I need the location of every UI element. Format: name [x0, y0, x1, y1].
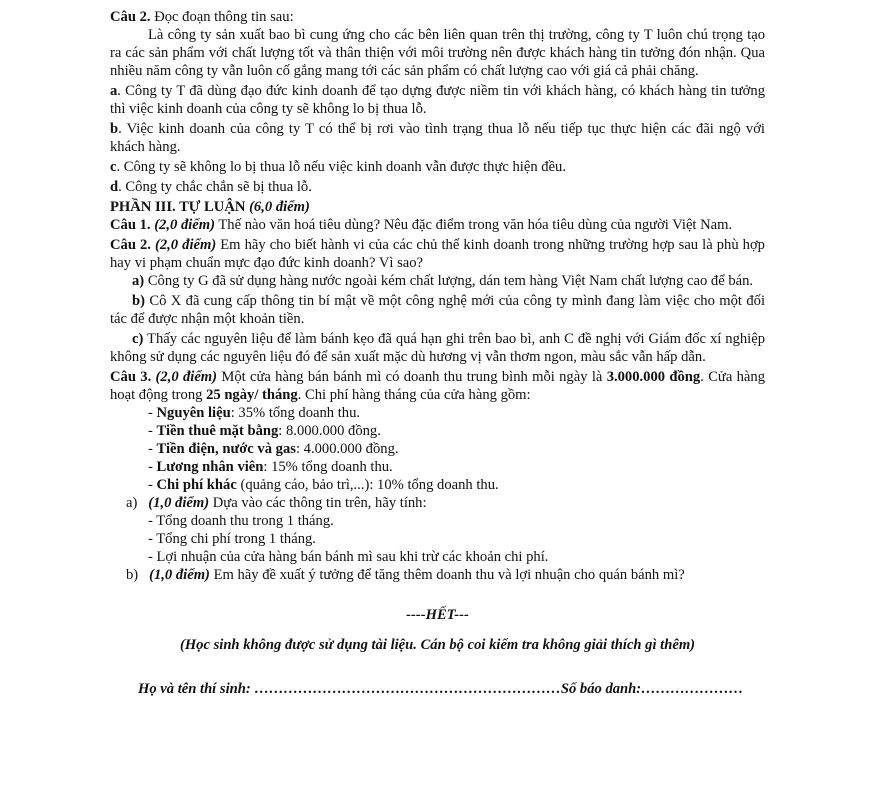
option-label: d [110, 179, 119, 195]
question-points: (2,0 điểm) [151, 369, 218, 385]
cost-item: - Nguyên liệu: 35% tổng doanh thu. [148, 405, 361, 421]
sub-question-a [126, 494, 765, 512]
name-field: ……………………………………………………… [250, 681, 561, 697]
case-label: b) [132, 293, 145, 309]
calc-list [148, 512, 765, 566]
cost-value: : 8.000.000 đồng. [278, 423, 381, 439]
revenue-value: 3.000.000 đồng [606, 369, 701, 385]
sub-text: Dựa vào các thông tin trên, hãy tính: [209, 495, 427, 511]
sub-text: Em hãy đề xuất ý tưởng để tăng thêm doanh thu và lợi nhuận cho quán bánh mì? [209, 567, 685, 583]
days-value: 25 ngày/ tháng [206, 387, 298, 403]
option-label: b [110, 121, 119, 137]
sub-points: (1,0 điểm) [148, 495, 210, 511]
sub-question-b [126, 566, 765, 584]
cost-item: - Tiền điện, nước và gas: 4.000.000 đồng. [148, 441, 399, 457]
case-text: Cô X đã cung cấp thông tin bí mật về một công nghệ mới của công ty mình đang làm việc cho một đối tác để được nhận một khoản tiền. [110, 293, 765, 327]
question-text: Thế nào văn hoá tiêu dùng? Nêu đặc điểm trong văn hóa tiêu dùng của người Việt Nam. [215, 217, 733, 233]
option-b [110, 120, 765, 156]
question-text: . Chi phí hàng tháng của cửa hàng gồm: [297, 387, 531, 403]
case-c [110, 330, 765, 366]
essay-question-2 [110, 236, 765, 272]
part-points: (6,0 điểm) [249, 199, 310, 215]
cost-list [148, 404, 765, 494]
cost-name: Chi phí khác [156, 477, 237, 493]
calc-item: - Lợi nhuận của cửa hàng bán bánh mì sau khi trừ các khoản chi phí. [148, 549, 549, 565]
case-text: Công ty G đã sử dụng hàng nước ngoài kém chất lượng, dán tem hàng Việt Nam chất lượng cao để bán. [144, 273, 754, 289]
end-mark: ----HẾT--- [406, 607, 469, 623]
cost-value: : 15% tổng doanh thu. [263, 459, 393, 475]
cost-name: Tiền điện, nước và gas [156, 441, 296, 457]
essay-question-1 [110, 216, 765, 234]
id-label: Số báo danh: [560, 681, 642, 697]
question-title: Câu 1. [110, 217, 151, 233]
essay-question-3 [110, 368, 765, 404]
candidate-info [138, 680, 765, 698]
option-text: . Việc kinh doanh của công ty T có thể bị rơi vào tình trạng thua lỗ nếu tiếp tục thực hiện các đãi ngộ với khách hàng. [110, 121, 765, 155]
sub-label: a) [126, 495, 138, 511]
option-label: a [110, 83, 118, 99]
cost-value: : 4.000.000 đồng. [295, 441, 399, 457]
cost-name: Nguyên liệu [156, 405, 231, 421]
cost-item: - Chi phí khác (quảng cáo, bảo trì,...): 10% tổng doanh thu. [148, 477, 499, 493]
case-a [110, 272, 765, 290]
case-label: c) [132, 331, 144, 347]
question-text: Một cửa hàng bán bánh mì có doanh thu trung bình mỗi ngày là [217, 369, 607, 385]
question-points: (2,0 điểm) [150, 217, 215, 233]
part-title: PHẦN III. TỰ LUẬN [110, 199, 250, 215]
option-text: . Công ty T đã dùng đạo đức kinh doanh để tạo dựng được niềm tin với khách hàng, có khách hàng tin tưởng thì việc kinh doanh của công ty sẽ không lo bị thua lỗ. [110, 83, 765, 117]
cost-name: Lương nhân viên [156, 459, 264, 475]
option-label: c [110, 159, 117, 175]
question-text: Em hãy cho biết hành vi của các chủ thể kinh doanh trong những trường hợp sau là phù hợp hay vi phạm chuẩn mực đạo đức kinh doanh? Vì sao? [110, 237, 765, 271]
calc-item: - Tổng doanh thu trong 1 tháng. [148, 513, 334, 529]
cost-item: - Lương nhân viên: 15% tổng doanh thu. [148, 459, 393, 475]
question-points: (2,0 điểm) [150, 237, 217, 253]
question-prompt: Đọc đoạn thông tin sau: [150, 9, 294, 25]
sub-label: b) [126, 567, 139, 583]
calc-item: - Tổng chi phí trong 1 tháng. [148, 531, 316, 547]
name-label: Họ và tên thí sinh: [138, 681, 251, 697]
question-title: Câu 3. [110, 369, 152, 385]
cost-value: : 35% tổng doanh thu. [230, 405, 361, 421]
passage: Là công ty sản xuất bao bì cung ứng cho các bên liên quan trên thị trường, công ty T luôn chú trọng tạo ra các sản phẩm với chất lượng tốt và thân thiện với môi trường nên được khách hàng tin tưởng đón nhận. Qua nhiều năm công ty vẫn luôn cố gắng mang tới các sản phẩm có chất lượng cao với giá cả phải chăng. [110, 27, 765, 79]
option-text: . Công ty sẽ không lo bị thua lỗ nếu việc kinh doanh vẫn được thực hiện đều. [116, 159, 566, 175]
case-text: Thấy các nguyên liệu để làm bánh kẹo đã quá hạn ghi trên bao bì, anh C đề nghị với Giám đốc xí nghiệp không sử dụng các nguyên liệu đó để sản xuất mặc dù hương vị vẫn thơm ngon, màu sắc vẫn hấp dẫn. [110, 331, 765, 365]
question-title: Câu 2. [110, 9, 151, 25]
sub-points: (1,0 điểm) [149, 567, 210, 583]
case-b [110, 292, 765, 328]
cost-item: - Tiền thuê mặt bằng: 8.000.000 đồng. [148, 423, 381, 439]
part-3-heading [110, 198, 765, 216]
cost-name: Tiền thuê mặt bằng [156, 423, 279, 439]
question-text: . Cửa hàng hoạt động trong [110, 369, 765, 403]
question-2-mcq [110, 8, 765, 26]
id-field: ………………… [641, 681, 744, 697]
option-a [110, 82, 765, 118]
option-d [110, 178, 765, 196]
cost-value: (quảng cáo, bảo trì,...): 10% tổng doanh thu. [236, 477, 499, 493]
exam-note: (Học sinh không được sử dụng tài liệu. Cán bộ coi kiểm tra không giải thích gì thêm) [179, 637, 696, 653]
case-label: a) [132, 273, 145, 289]
option-text: . Công ty chắc chắn sẽ bị thua lỗ. [118, 179, 312, 195]
option-c [110, 158, 765, 176]
question-title: Câu 2. [110, 237, 151, 253]
